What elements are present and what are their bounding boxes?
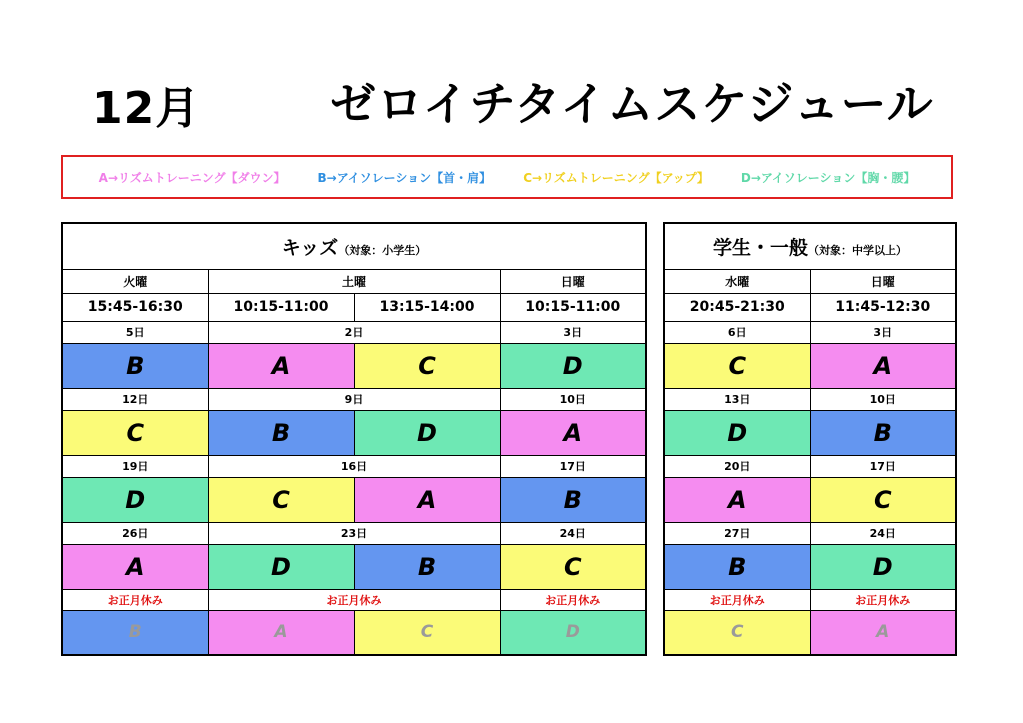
legend-item-a: A→リズムトレーニング【ダウン】 — [98, 170, 286, 185]
kids-date-tue: 19日 — [62, 455, 208, 477]
adult-date: 17日 — [810, 455, 956, 477]
kids-day-sat: 土曜 — [208, 269, 500, 293]
class-cell: C — [208, 477, 354, 522]
class-cell-holiday: A — [810, 610, 956, 655]
class-cell: B — [208, 410, 354, 455]
kids-header — [62, 223, 646, 269]
class-cell: D — [354, 410, 500, 455]
holiday-note: お正月休み — [208, 589, 500, 610]
kids-date-tue: 12日 — [62, 388, 208, 410]
class-cell: A — [664, 477, 810, 522]
kids-date-sat: 9日 — [208, 388, 500, 410]
kids-title: キッズ — [281, 236, 339, 259]
kids-date-sat: 16日 — [208, 455, 500, 477]
adult-date: 27日 — [664, 522, 810, 544]
class-cell: B — [810, 410, 956, 455]
kids-date-sun: 24日 — [500, 522, 646, 544]
class-cell: A — [354, 477, 500, 522]
holiday-note: お正月休み — [664, 589, 810, 610]
class-cell-holiday: B — [62, 610, 208, 655]
kids-subtitle: （対象：小学生） — [338, 243, 427, 257]
class-cell: B — [500, 477, 646, 522]
holiday-note: お正月休み — [810, 589, 956, 610]
kids-schedule-table — [61, 222, 647, 656]
adult-time-wed: 20:45-21:30 — [664, 293, 810, 321]
class-cell: A — [500, 410, 646, 455]
class-cell: C — [500, 544, 646, 589]
class-cell: D — [810, 544, 956, 589]
kids-time-sun: 10:15-11:00 — [500, 293, 646, 321]
adult-header — [664, 223, 956, 269]
kids-date-tue: 26日 — [62, 522, 208, 544]
adult-date: 24日 — [810, 522, 956, 544]
adult-date: 6日 — [664, 321, 810, 343]
class-cell: B — [664, 544, 810, 589]
kids-date-tue: 5日 — [62, 321, 208, 343]
class-cell: A — [62, 544, 208, 589]
class-cell: C — [810, 477, 956, 522]
adult-date: 3日 — [810, 321, 956, 343]
class-cell: A — [810, 343, 956, 388]
class-cell: D — [62, 477, 208, 522]
legend-item-d: D→アイソレーション【胸・腰】 — [740, 170, 916, 185]
month-heading: 12月 — [92, 83, 201, 134]
holiday-note: お正月休み — [62, 589, 208, 610]
class-cell-holiday: C — [354, 610, 500, 655]
class-cell-holiday: A — [208, 610, 354, 655]
kids-day-tue: 火曜 — [62, 269, 208, 293]
kids-date-sat: 23日 — [208, 522, 500, 544]
adult-day-sun: 日曜 — [810, 269, 956, 293]
kids-date-sun: 10日 — [500, 388, 646, 410]
legend-item-b: B→アイソレーション【首・肩】 — [317, 170, 492, 185]
adult-title: 学生・一般 — [713, 236, 809, 259]
adult-day-wed: 水曜 — [664, 269, 810, 293]
kids-date-sun: 17日 — [500, 455, 646, 477]
class-cell-holiday: C — [664, 610, 810, 655]
class-cell: D — [664, 410, 810, 455]
class-cell: A — [208, 343, 354, 388]
class-cell: D — [208, 544, 354, 589]
kids-time-sat-2: 13:15-14:00 — [354, 293, 500, 321]
legend-item-c: C→リズムトレーニング【アップ】 — [523, 170, 709, 185]
kids-day-sun: 日曜 — [500, 269, 646, 293]
class-cell: C — [62, 410, 208, 455]
class-cell: C — [354, 343, 500, 388]
class-cell: D — [500, 343, 646, 388]
adult-date: 10日 — [810, 388, 956, 410]
kids-date-sun: 3日 — [500, 321, 646, 343]
kids-time-sat-1: 10:15-11:00 — [208, 293, 354, 321]
adult-time-sun: 11:45-12:30 — [810, 293, 956, 321]
holiday-note: お正月休み — [500, 589, 646, 610]
kids-time-tue: 15:45-16:30 — [62, 293, 208, 321]
adult-schedule-table — [663, 222, 957, 656]
kids-date-sat: 2日 — [208, 321, 500, 343]
page-title: ゼロイチタイムスケジュール — [330, 77, 934, 131]
class-cell: C — [664, 343, 810, 388]
class-cell: B — [62, 343, 208, 388]
class-cell-holiday: D — [500, 610, 646, 655]
adult-date: 20日 — [664, 455, 810, 477]
class-cell: B — [354, 544, 500, 589]
adult-date: 13日 — [664, 388, 810, 410]
adult-subtitle: （対象：中学以上） — [808, 243, 908, 257]
class-legend — [61, 155, 953, 199]
